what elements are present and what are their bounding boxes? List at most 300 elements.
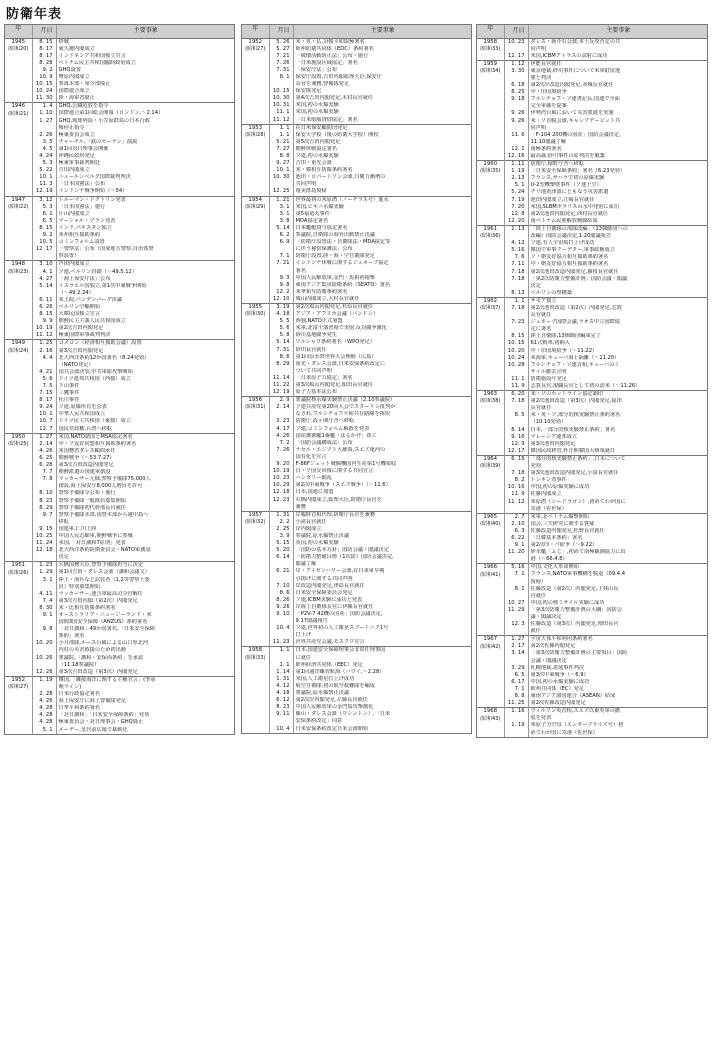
event-text: 兼務 (295, 503, 306, 510)
event-date: 8. 17 (39, 45, 53, 52)
event-text: 警察予備隊令公布・施行 (58, 490, 116, 497)
event-date (33, 483, 53, 490)
event-text: 日米艦艇貸与協定署名 (295, 224, 348, 231)
event-date: 12. 26 (36, 668, 53, 675)
event-date: 10. 15 (273, 88, 290, 95)
event-text: 米・比相互防衛条約署名 (58, 604, 116, 611)
event-date: 7. 21 (276, 260, 290, 267)
event-text: 北大西洋条約防衛委員会・NATO軍創設 (58, 547, 151, 554)
event-text: ニュールンベルグ国際裁判判決 (58, 174, 131, 181)
date-cell (504, 513, 528, 564)
year-cell (477, 38, 504, 60)
event-text: 英国,初の水爆実験 (295, 540, 339, 547)
event-text: 世界共産党会議,モスクワ宣言 (295, 639, 365, 646)
event-date (505, 593, 525, 600)
date-cell (269, 647, 293, 733)
event-text: 議・閣議決定 (530, 614, 562, 620)
event-cell (293, 38, 471, 124)
year-row (242, 303, 471, 396)
event-date: 9. 10 (276, 611, 290, 617)
event-date: 6. 14 (276, 554, 290, 561)
era-label: (昭和27) (245, 45, 266, 52)
event-text: 保安大学校（後の防衛大学校）開校 (295, 131, 379, 138)
chronology-table (5, 25, 234, 734)
event-text: 中国,文化大革命開始 (530, 564, 579, 571)
event-text: 「P2V-7 42機の国産」国防会議決定, (295, 611, 383, 617)
event-date: 1. 4 (42, 103, 53, 110)
event-text: 極東委員会成立 (58, 131, 95, 138)
event-text: 岸・アイゼンハワー会談,在日米軍早期 (295, 568, 385, 575)
year-label: 1946 (11, 103, 26, 110)
year-label: 1954 (248, 196, 263, 203)
event-text: 日米安保条約改定日米会談開始 (295, 725, 369, 732)
event-date: 5. 22 (39, 167, 53, 174)
event-text: 小月部隊,ルース台風による山口県北河 (58, 640, 149, 647)
event-date (270, 632, 290, 639)
event-text: ソ連共産党第20回大会でスターリン批判が (295, 404, 396, 411)
event-text: ソ連,有人宇宙船打上げ成功 (530, 240, 595, 247)
event-text: ソ・朝友好協力相互援助条約署名 (530, 254, 609, 261)
date-cell (504, 297, 528, 390)
event-date: 8. 15 (511, 333, 525, 340)
event-cell (293, 397, 471, 512)
event-text: 吉田内閣成立 (58, 167, 90, 174)
event-date: 6. 25 (39, 454, 53, 461)
event-text: 終戦 (58, 38, 69, 45)
event-text: 日米安全保障委員会発足 (295, 589, 353, 596)
event-date: 5. 21 (276, 138, 290, 145)
era-label: (昭和42) (480, 643, 501, 650)
event-date: 11. 6 (511, 131, 525, 138)
event-date: 6. 3 (514, 527, 525, 534)
year-header: 年 (5, 25, 32, 38)
date-cell (269, 303, 293, 396)
event-text: 移転 (58, 518, 69, 525)
event-date (33, 554, 53, 561)
event-date: 5. 1 (42, 726, 53, 733)
event-date: 10. 5 (39, 239, 53, 246)
event-date (505, 312, 525, 319)
event-text: 発効 (530, 463, 541, 470)
event-text: 収を発表 (530, 715, 552, 722)
era-label: (昭和37) (480, 305, 501, 312)
event-date (33, 662, 53, 669)
date-cell (504, 636, 528, 708)
event-date: 7. 18 (511, 304, 525, 311)
event-date: 2. 25 (276, 525, 290, 532)
event-date: 4. 12 (511, 240, 525, 247)
event-date: 9. 1 (514, 542, 525, 549)
event-text: 砕氷艦「ふじ」,初めて南極観測協力に出 (530, 549, 626, 556)
event-text: 官就任 (530, 592, 547, 599)
event-text: 米華相互防衛条約署名 (295, 288, 348, 295)
year-cell (477, 708, 504, 737)
table-header (5, 25, 234, 38)
year-label: 1958 (248, 647, 263, 654)
event-date: 10. 20 (36, 640, 53, 647)
event-text: ナセル・エジプト大統領,スエズ運河の (295, 446, 386, 453)
event-text: 米軍,北ベトナム爆撃開始 (530, 513, 589, 520)
era-label: (昭和29) (245, 203, 266, 210)
year-label: 1945 (11, 38, 26, 45)
event-date: 7. 23 (511, 319, 525, 326)
event-date: 10. 29 (273, 482, 290, 489)
event-text: 第1回対日理事会開催 (58, 145, 109, 152)
event-text: 第3次池田改造内閣発足,小泉長官就任 (530, 470, 619, 477)
event-date: 5. 6 (279, 325, 290, 332)
event-date: 4. 28 (39, 719, 53, 726)
year-cell (242, 303, 269, 396)
event-cell (293, 303, 471, 396)
date-cell (269, 511, 293, 647)
event-text: 航空自衛隊,初の航空救難隊を編成 (295, 682, 375, 689)
event-date: 8. 23 (276, 704, 290, 711)
event-date: 3. 12 (39, 196, 53, 203)
event-date: 2. 26 (39, 131, 53, 138)
event-date: 1. 1 (279, 647, 290, 654)
event-date: 11. 24 (36, 540, 53, 547)
event-header: 主要事象 (528, 25, 707, 38)
date-cell (504, 38, 528, 60)
event-text: 岸内閣成立 (295, 525, 322, 532)
event-text: 吉田・重光会談 (295, 160, 332, 167)
event-date: 8. 1 (514, 585, 525, 592)
event-date: 8. 15 (39, 224, 53, 231)
event-date: 6. 26 (39, 303, 53, 310)
event-date: 10. 23 (508, 38, 525, 45)
event-cell (56, 261, 234, 340)
event-date: 8. 8 (279, 153, 290, 159)
event-text: 韓国民政移管,朴正熙韓国大統領就任 (530, 447, 616, 454)
year-label: 1962 (483, 297, 498, 304)
event-date: 9. 27 (276, 160, 290, 167)
event-date (505, 556, 525, 563)
event-date: 7. 18 (511, 275, 525, 282)
event-date: 10. 4 (276, 625, 290, 632)
event-text: ソ連,ベルリン封鎖（～49.5.12） (58, 268, 138, 275)
event-date: 6. 12 (276, 697, 290, 704)
event-text: トンキン湾事件 (530, 477, 567, 484)
event-date: 10. 28 (508, 361, 525, 368)
event-cell (56, 676, 234, 733)
event-text: 米国,NATO諸国とMSA協定署名 (58, 433, 133, 440)
event-date: 10. 25 (36, 532, 53, 539)
event-date: 10. 9 (39, 73, 53, 80)
event-date: 12. 17 (508, 447, 525, 454)
event-text: 陸上自衛隊,13個師団編成完了 (530, 333, 602, 340)
event-text: 「破壊活動防止法」公布・施行 (295, 52, 369, 59)
event-text: 鳩山内閣成立,大村長官就任 (295, 295, 360, 302)
event-date: 12. 17 (36, 246, 53, 253)
event-text: 共同声明 (295, 181, 317, 188)
era-label: (昭和23) (8, 268, 29, 275)
event-date (33, 253, 53, 260)
event-date: 12. 9 (511, 440, 525, 447)
event-text: 中国,初の核ミサイル実験に成功 (530, 599, 605, 606)
event-date: 11. 20 (508, 549, 525, 556)
event-date: 3. 29 (511, 664, 525, 671)
event-text: 米・英・ソ,部分的核実験禁止条約署名 (530, 412, 621, 419)
year-row (5, 433, 234, 562)
era-label: (昭和43) (480, 715, 501, 722)
event-text: 「日本国憲法」施行 (58, 203, 106, 210)
event-cell (56, 433, 234, 562)
event-text: 国共会談決裂,中共軍総攻撃開始 (58, 368, 133, 375)
event-date (505, 139, 525, 146)
event-text: 第2次池田改造（第3次）内閣発足,福田 (530, 398, 622, 405)
event-date: 7. 26 (276, 446, 290, 453)
event-text: 寄港（佐世保） (530, 505, 567, 512)
event-text: チリ地震津波にともなう災害派遣 (530, 189, 609, 196)
event-date: 5. 1 (514, 182, 525, 189)
event-text: 日本,国連に加盟 (295, 489, 334, 496)
event-text: 欧州経済共同体（EEC）発足 (295, 661, 363, 668)
event-date (505, 730, 525, 737)
era-label: (昭和26) (8, 569, 29, 576)
event-text: イスラエル国独立,第1次中東戦争開始 (58, 282, 147, 289)
event-text: 札幌地裁,恵庭事件判決 (530, 664, 585, 671)
event-cell (56, 562, 234, 677)
event-date: 4. 1 (42, 268, 53, 275)
event-date: 9. 8 (42, 626, 53, 633)
event-text: ベトナム民主共和国臨時政府成立 (58, 59, 137, 66)
year-label: 1963 (483, 391, 498, 398)
event-text: 池田・ロバートソン会談,自衛力漸増の (295, 174, 386, 181)
event-date: 11. 1 (276, 109, 290, 116)
event-date (505, 326, 525, 333)
event-text: 第2次池田改造内閣発足,藤枝長官就任 (530, 268, 619, 275)
event-text: 「日韓基本条約」署名 (530, 534, 583, 541)
event-text: 決定 (58, 554, 69, 561)
event-date: 10. 20 (508, 347, 525, 354)
chronology-column (476, 24, 708, 738)
year-cell (242, 124, 269, 196)
event-text: インドシナ休戦に関するジュネーブ協定 (295, 260, 389, 267)
event-date: 5. 16 (511, 564, 525, 571)
event-text: 南極条約署名 (530, 145, 562, 152)
event-date: 5. 5 (279, 318, 290, 325)
event-cell (56, 103, 234, 196)
event-text: 第5次吉田内閣発足 (295, 138, 341, 145)
era-label: (昭和31) (245, 404, 266, 411)
event-date: 10. 15 (36, 81, 53, 88)
era-label: (昭和34) (480, 68, 501, 75)
event-date: 11. 12 (508, 498, 525, 505)
chronology-table (242, 25, 471, 733)
event-date (505, 715, 525, 722)
event-date: 3. 8 (279, 217, 290, 224)
event-text: 伊勢湾台風において災害派遣を実施 (530, 110, 614, 117)
event-text: 石橋内閣成立,総理大臣,防衛庁長官を (295, 496, 382, 503)
event-date: 9. 2 (42, 66, 53, 73)
event-date (505, 46, 525, 53)
event-date (505, 628, 525, 635)
year-cell (5, 103, 32, 196)
event-date: 10. 23 (273, 475, 290, 482)
event-text: 完全軍縮を提案 (530, 103, 567, 110)
event-text: メーデー,皇居前広場で暴動化 (58, 726, 128, 733)
event-date: 9. 2 (42, 232, 53, 239)
event-text: 原子力基本法公布 (295, 389, 338, 396)
event-date: 3. 5 (42, 138, 53, 145)
era-label: (昭和21) (8, 110, 29, 117)
year-cell (477, 513, 504, 564)
event-text: 岸臨時首相代理,防衛庁長官を兼務 (295, 511, 375, 518)
event-text: 米原潜（シードラゴン）,初めてわが国に (530, 498, 626, 505)
year-cell (5, 433, 32, 562)
event-text: 最高裁,砂川事件の原判決を破棄 (530, 153, 605, 159)
era-label: (昭和38) (480, 398, 501, 405)
event-text: 日・ソ国交回復に関する共同宣言 (295, 468, 374, 475)
year-row (477, 564, 707, 636)
event-date: 9. 1 (42, 612, 53, 618)
event-text: アジア・アフリカ会議（バンドン） (295, 311, 379, 318)
event-text: 衆議院,原水爆禁止決議 (295, 690, 350, 697)
era-label: (昭和41) (480, 571, 501, 578)
event-text: 第2次印・パ紛争（～9.22） (530, 542, 598, 549)
year-header: 年 (477, 25, 504, 38)
event-text: 権停止指令 (58, 124, 85, 131)
event-text: 米国,「対日講和7原則」発表 (58, 540, 126, 547)
event-text: 極東国際軍事裁判判決 (58, 332, 111, 339)
era-label: (昭和24) (8, 347, 29, 354)
event-text: 片山内閣成立 (58, 210, 90, 217)
event-date: 10. 26 (36, 654, 53, 661)
event-date: 11. 29 (508, 606, 525, 613)
event-date: 4. 28 (39, 705, 53, 712)
event-text: ウィルソン英首相,スエズ以東英軍の撤 (530, 708, 621, 715)
event-date: 11. 9 (511, 491, 525, 498)
event-date: 12. 20 (508, 217, 525, 224)
event-date: 1. 27 (39, 117, 53, 124)
event-date: 3. 9 (279, 532, 290, 539)
event-date: 10. 31 (273, 102, 290, 109)
event-date: 8. 28 (39, 59, 53, 66)
event-date (505, 658, 525, 665)
event-date: 11. 12 (36, 332, 53, 339)
event-text: 伊能長官就任 (530, 60, 562, 67)
event-date: 8. 29 (39, 504, 53, 511)
event-date: 11. 12 (273, 116, 290, 123)
event-text: 東南アジア諸国連合（ASEAN）結成 (530, 693, 616, 700)
event-cell (528, 297, 707, 390)
year-cell (477, 391, 504, 456)
event-date: 8. 29 (276, 360, 290, 367)
event-cell (56, 38, 234, 103)
event-text: 第2次岸改造内閣発足,赤城長官就任 (530, 82, 614, 89)
event-text: 会議・閣議決定 (530, 657, 567, 664)
header-row (477, 25, 707, 38)
date-cell (504, 161, 528, 226)
event-text: 第3次吉田内閣（第2次）内閣発足 (58, 597, 138, 604)
event-text: GHQ設置 (58, 66, 81, 73)
event-text: 条約」署名 (58, 633, 85, 640)
event-text: 「陸上自衛隊の部隊改編」（13個師団への (530, 225, 628, 232)
event-date: 10. 19 (273, 468, 290, 475)
event-text: ソ連,ICBM実験に成功と発表 (295, 596, 363, 603)
event-text: 「日本国憲法」公布 (58, 181, 106, 188)
event-text: 第5福竜丸事件 (295, 210, 330, 217)
event-date: 9. 11 (276, 711, 290, 718)
event-text: 9.17閣議報告 (295, 618, 328, 625)
event-date (33, 290, 53, 297)
event-text: 第2次佐藤改造内閣発足 (530, 700, 586, 707)
year-label: 1952 (11, 676, 26, 683)
event-text: 海上保安庁に海上警備隊発足 (58, 698, 126, 705)
event-date: 8. 30 (39, 604, 53, 611)
event-text: 国産護衛艦1番艦「はるかぜ」竣工 (295, 432, 377, 439)
event-text: ついて共同声明 (295, 367, 332, 374)
date-cell (32, 340, 56, 433)
event-date: 1. 1 (279, 131, 290, 138)
event-text: 池田内閣成立,江崎長官就任 (530, 196, 595, 203)
year-label: 1959 (483, 60, 498, 67)
event-text: ソ連,原爆所有を公表 (58, 404, 107, 411)
event-date (270, 655, 290, 662)
date-cell (504, 564, 528, 636)
event-text: 米軍,北富士演習場で実射,反対闘争激化 (295, 325, 387, 332)
event-text: 第3次中東戦争（～6.9） (530, 671, 589, 678)
event-text: 中・印国境紛争 (530, 89, 567, 96)
event-cell (528, 161, 707, 226)
event-text: ベルリン空輸開始 (58, 303, 101, 310)
event-date: 7. 1 (514, 571, 525, 578)
event-text: ソ連,初の水爆実験 (295, 153, 339, 159)
year-row (477, 60, 707, 160)
event-text: 第2次吉田内閣発足 (58, 325, 104, 332)
event-date: 11. 25 (508, 700, 525, 707)
event-text: 中国人民解放軍,金門・馬祖初砲撃 (295, 274, 375, 281)
event-date: 9. 7 (42, 511, 53, 518)
event-date: 5. 3 (42, 203, 53, 210)
event-date: 4. 11 (39, 590, 53, 597)
year-cell (5, 196, 32, 261)
event-date: 1. 27 (39, 433, 53, 440)
event-date: 1. 11 (511, 161, 525, 168)
event-text: 閣議了解 (295, 561, 317, 568)
event-text: 第1回遠洋練習航海（ハワイ,～2.28） (295, 668, 385, 675)
event-date: 10. 19 (36, 325, 53, 332)
event-text: サイル撤去言明 (530, 368, 567, 375)
event-text: 「保安庁法」公布 (295, 66, 338, 73)
event-date (270, 576, 290, 583)
event-text: オーストラリア・ニュージーランド・米 (58, 612, 152, 618)
year-cell (242, 397, 269, 512)
event-text: 長官就任 (530, 405, 552, 412)
event-date: 1. 10 (39, 110, 53, 117)
event-text: （NATO発足） (58, 361, 94, 368)
era-label: (昭和20) (8, 45, 29, 52)
page-title: 防衛年表 (6, 7, 63, 22)
event-date: 5. 20 (276, 547, 290, 554)
event-date (270, 718, 290, 725)
year-label: 1968 (483, 708, 498, 715)
year-row (477, 455, 707, 513)
event-text: 防衛施設庁発足 (530, 375, 567, 382)
event-text: なされ,フルシチョフ平和共存路線を採択 (295, 411, 391, 418)
year-label: 1951 (11, 562, 26, 569)
event-text: 朝鮮民主主義人民共和国成立 (58, 318, 126, 325)
event-date: 7. 2 (279, 439, 290, 446)
event-date: 2. 17 (511, 643, 525, 650)
event-text: マーシャル・プラン発表 (58, 217, 116, 224)
event-text: 欧州共同体（EC）発足 (530, 685, 585, 692)
event-date (505, 614, 525, 621)
event-date: 5. 8 (279, 332, 290, 339)
event-date: 1. 19 (39, 676, 53, 683)
event-date: 9. 15 (39, 525, 53, 532)
event-date: 7. 4 (42, 597, 53, 604)
